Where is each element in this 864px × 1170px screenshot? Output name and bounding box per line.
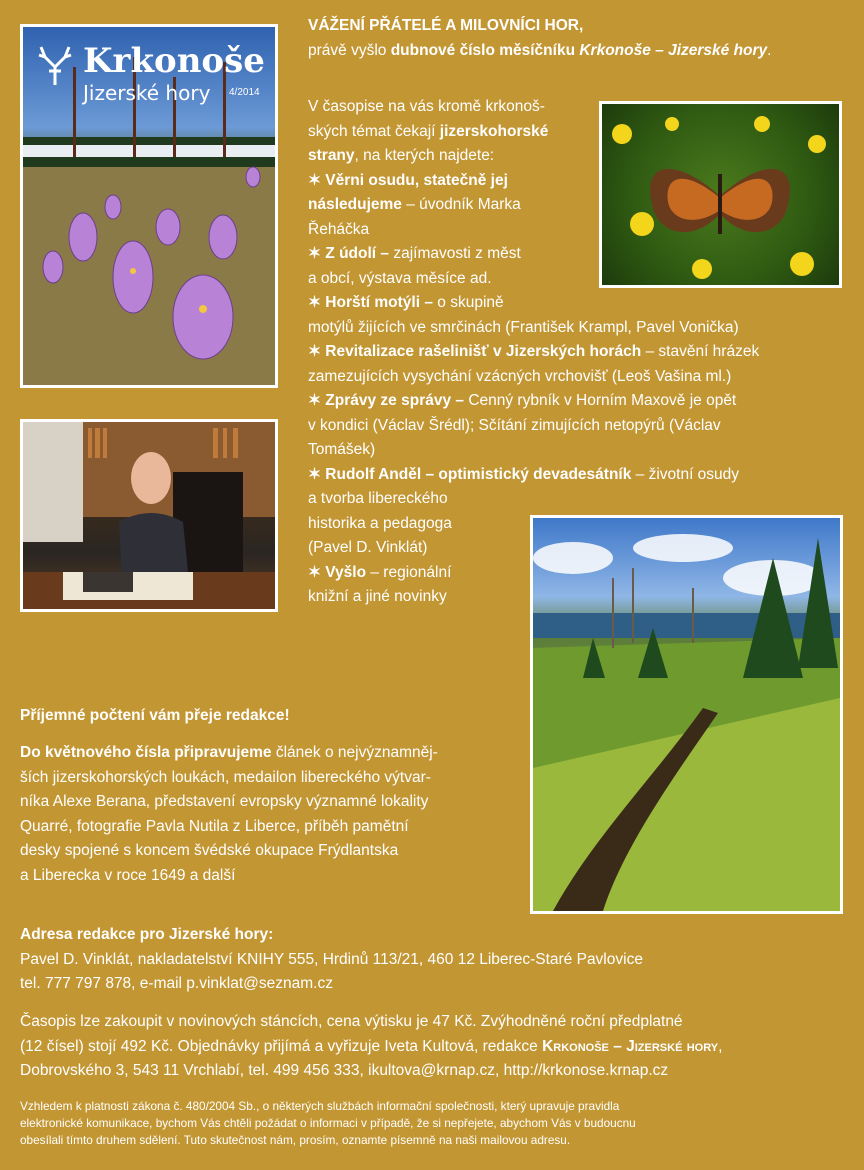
address-heading: Adresa redakce pro Jizerské hory:	[20, 926, 274, 943]
intro-end: .	[767, 41, 772, 59]
item4-desc-cont: zamezujících vysychání vzácných vrchovišť (Leoš Vašina ml.)	[308, 367, 732, 385]
item4-desc: – stavění hrázek	[641, 343, 760, 360]
item7-desc-cont: knižní a jiné novinky	[308, 588, 447, 605]
contents-lead-1: V časopise na vás kromě krkonoš-	[308, 98, 545, 115]
purchase-block	[20, 1010, 860, 1084]
next-issue-l5: desky spojené s koncem švédské okupace Frýdlantska	[20, 842, 399, 859]
item2-title: ✶ Z údolí –	[308, 245, 390, 262]
contents-lead-2: ských témat čekají	[308, 122, 440, 140]
item1-title: ✶ Věrni osudu, statečně jej	[308, 171, 508, 189]
item3-desc: o skupině	[432, 294, 504, 311]
item6-desc-b: a tvorba libereckého	[308, 490, 448, 507]
item1-desc: – úvodník Marka	[401, 196, 521, 213]
contents-lead-2-bold: jizerskohorské	[439, 122, 549, 140]
item6-desc: – životní osudy	[631, 465, 740, 483]
purchase-line-1: Časopis lze zakoupit v novinových stáncích, cena výtisku je 47 Kč. Zvýhodněné roční předplatné	[20, 1013, 683, 1030]
intro-heading: VÁŽENÍ PŘÁTELÉ A MILOVNÍCI HOR,	[308, 17, 584, 34]
item2-desc-cont: a obcí, výstava měsíce ad.	[308, 269, 492, 287]
disclaimer-block	[20, 1098, 850, 1149]
item6-desc-c: historika a pedagoga	[308, 514, 452, 532]
disclaimer-l3: obesílali tímto druhem sdělení. Tuto skutečnost nám, prosím, oznamte písemně na naši mailovou adresu.	[20, 1133, 571, 1147]
item3-desc-cont: motýlů žijících ve smrčinách (František Krampl, Pavel Vonička)	[308, 318, 739, 336]
next-issue-l3: níka Alexe Berana, představení evropsky významné lokality	[20, 793, 429, 810]
purchase-line-2: (12 čísel) stojí 492 Kč. Objednávky přijímá a vyřizuje Iveta Kultová, redakce	[20, 1037, 543, 1055]
cover-issue-number: 4/2014	[229, 87, 260, 98]
portrait-scene	[23, 422, 275, 609]
intro-text: právě vyšlo	[308, 41, 391, 59]
item6-title: ✶ Rudolf Anděl – optimistický devadesátník	[308, 465, 632, 483]
address-block	[20, 923, 850, 997]
item5-title: ✶ Zprávy ze správy –	[308, 392, 465, 409]
item7-desc: – regionální	[366, 563, 452, 581]
intro-bold: dubnové číslo měsíčníku	[390, 41, 580, 59]
item5-desc-end: Tomášek)	[308, 441, 376, 458]
purchase-line-3: Dobrovského 3, 543 11 Vrchlabí, tel. 499 456 333, ikultova@krnap.cz, http://krkonose.krnap.cz	[20, 1062, 669, 1079]
disclaimer-l1: Vzhledem k platnosti zákona č. 480/2004 Sb., o některých službách informační společnosti, který upravuje pravidla	[20, 1099, 620, 1113]
next-issue-l1: článek o nejvýznamněj-	[271, 744, 438, 761]
item2-desc: zajímavosti z měst	[389, 245, 521, 262]
item5-desc: Cenný rybník v Horním Maxově je opět	[464, 392, 737, 409]
item1-desc-cont: Řeháčka	[308, 220, 370, 238]
cover-title: Krkonoše	[83, 41, 265, 81]
purchase-line-2-end: ,	[718, 1037, 723, 1055]
contents-lead-3: , na kterých najdete:	[354, 147, 495, 164]
greeting-text: Příjemné počtení vám přeje redakce!	[20, 707, 290, 724]
item1-title-cont: následujeme	[308, 196, 402, 213]
next-issue-l2: ších jizerskohorských loukách, medailon libereckého výtvar-	[20, 768, 431, 786]
next-issue-l6: a Liberecka v roce 1649 a další	[20, 866, 236, 884]
intro-magazine-name: Krkonoše – Jizerské hory	[579, 41, 768, 59]
contents-lead-3-bold: strany	[308, 147, 355, 164]
intro-block	[308, 14, 771, 63]
purchase-magazine-name: Krkonoše – Jizerské hory	[542, 1037, 719, 1055]
next-issue-l4: Quarré, fotografie Pavla Nutila z Liberce, příběh pamětní	[20, 817, 409, 835]
portrait-photo	[20, 419, 278, 612]
contents-block	[308, 95, 828, 610]
disclaimer-l2: elektronické komunikace, bychom Vás chtěli požádat o informaci v případě, že si nepřejete, abychom Vás v budoucnu	[20, 1116, 636, 1130]
item5-desc-cont: v kondici (Václav Šrédl); Sčítání zimujících netopýrů (Václav	[308, 416, 721, 434]
next-issue-block	[20, 741, 520, 888]
next-issue-bold: Do květnového čísla připravujeme	[20, 744, 272, 761]
item7-title: ✶ Vyšlo	[308, 563, 367, 581]
greeting-block	[20, 704, 290, 729]
deer-logo-icon	[35, 41, 75, 89]
item6-desc-d: (Pavel D. Vinklát)	[308, 539, 428, 556]
address-line-1: Pavel D. Vinklát, nakladatelství KNIHY 555, Hrdinů 113/21, 460 12 Liberec-Staré Pavlovice	[20, 950, 643, 968]
address-line-2: tel. 777 797 878, e-mail p.vinklat@seznam.cz	[20, 975, 333, 992]
cover-subtitle: Jizerské hory	[83, 81, 211, 105]
item3-title: ✶ Horští motýli –	[308, 294, 433, 311]
magazine-cover-image	[20, 24, 278, 388]
item4-title: ✶ Revitalizace rašelinišť v Jizerských horách	[308, 343, 642, 360]
